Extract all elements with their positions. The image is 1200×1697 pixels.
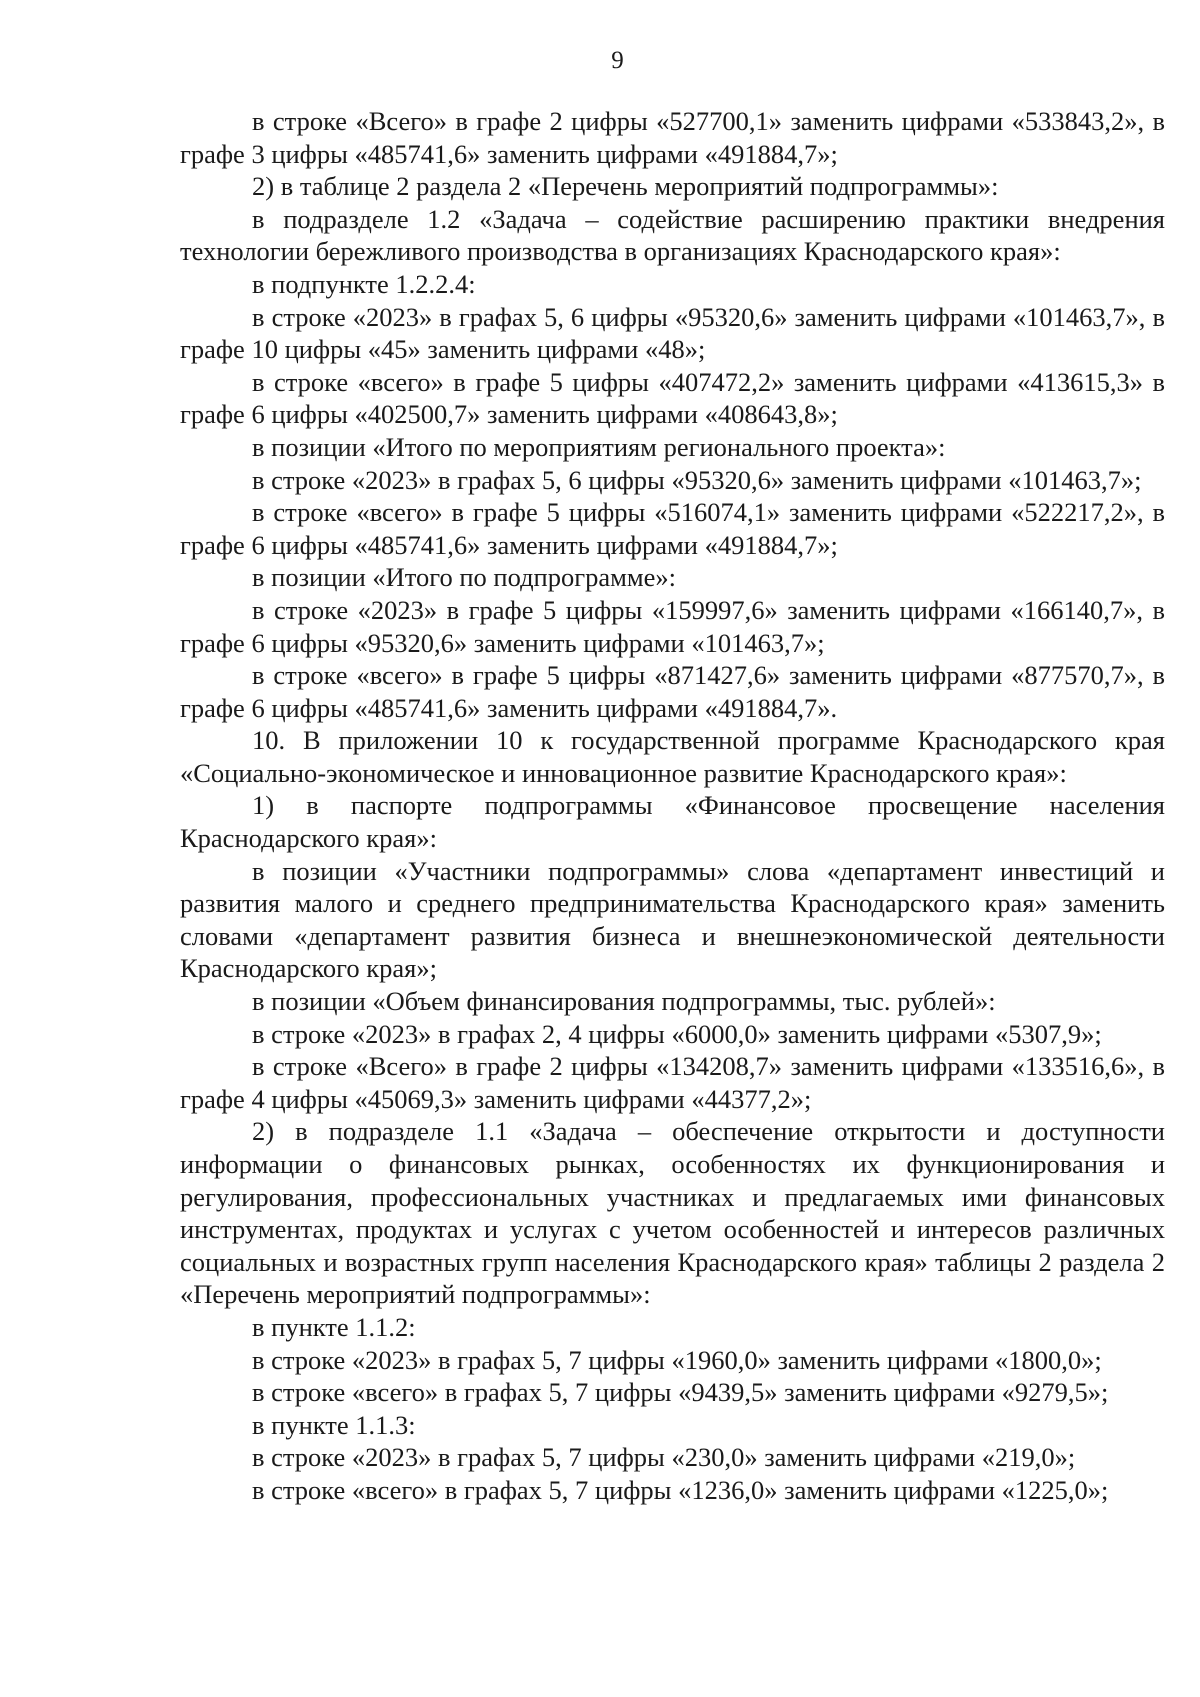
paragraph: в строке «2023» в графах 5, 6 цифры «95320,6» заменить цифрами «101463,7», в графе 10 цифры «45» заменить цифрами «48»; — [180, 301, 1165, 365]
paragraph: в строке «Всего» в графе 2 цифры «134208,7» заменить цифрами «133516,6», в графе 4 цифры «45069,3» заменить цифрами «44377,2»; — [180, 1051, 1165, 1114]
paragraph: 2) в таблице 2 раздела 2 «Перечень мероприятий подпрограммы»: — [252, 171, 999, 202]
paragraph: в строке «всего» в графе 5 цифры «516074,1» заменить цифрами «522217,2», в графе 6 цифры «485741,6» заменить цифрами «491884,7»; — [180, 497, 1165, 560]
paragraph: в пункте 1.1.2: — [252, 1311, 416, 1342]
paragraph: в строке «Всего» в графе 2 цифры «527700,1» заменить цифрами «533843,2», в графе 3 цифры «485741,6» заменить цифрами «491884,7»; — [180, 106, 1165, 169]
paragraph: в пункте 1.1.3: — [252, 1409, 416, 1440]
paragraph: в подпункте 1.2.2.4: — [252, 268, 476, 299]
page-number: 9 — [611, 47, 624, 74]
paragraph: в строке «всего» в графах 5, 7 цифры «9439,5» заменить цифрами «9279,5»; — [252, 1377, 1109, 1408]
paragraph: в подразделе 1.2 «Задача – содействие расширению практики внедрения технологии бережливого производства в организациях Краснодарского края»: — [180, 203, 1165, 267]
paragraph: в позиции «Итого по мероприятиям регионального проекта»: — [252, 431, 946, 462]
paragraph: в строке «2023» в графах 5, 6 цифры «95320,6» заменить цифрами «101463,7»; — [252, 464, 1142, 495]
paragraph: в строке «2023» в графе 5 цифры «159997,6» заменить цифрами «166140,7», в графе 6 цифры «95320,6» заменить цифрами «101463,7»; — [180, 594, 1165, 658]
paragraph: в строке «всего» в графе 5 цифры «871427,6» заменить цифрами «877570,7», в графе 6 цифры «485741,6» заменить цифрами «491884,7». — [180, 660, 1165, 723]
paragraph: 2) в подразделе 1.1 «Задача – обеспечение открытости и доступности информации о финансовых рынках, особенностях их функционирования и регулирования, профессиональных участниках и предлагаемых ими финансовых инструментах, продуктах и услугах с учетом особенностей и интересов различных социальных и возрастных групп населения Краснодарского края» таблицы 2 раздела 2 «Перечень мероприятий подпрограммы»: — [180, 1116, 1165, 1310]
paragraph: в строке «2023» в графах 5, 7 цифры «1960,0» заменить цифрами «1800,0»; — [252, 1344, 1102, 1375]
paragraph: в строке «всего» в графах 5, 7 цифры «1236,0» заменить цифрами «1225,0»; — [252, 1474, 1109, 1505]
paragraph: 10. В приложении 10 к государственной программе Краснодарского края «Социально-экономическое и инновационное развитие Краснодарского края»: — [180, 725, 1165, 788]
paragraph: в позиции «Итого по подпрограмме»: — [252, 562, 677, 593]
paragraph: в строке «2023» в графах 5, 7 цифры «230,0» заменить цифрами «219,0»; — [252, 1442, 1076, 1473]
paragraph: в позиции «Участники подпрограммы» слова «департамент инвестиций и развития малого и среднего предпринимательства Краснодарского края» заменить словами «департамент развития бизнеса и внешнеэкономической деятельности Краснодарского края»; — [180, 855, 1165, 984]
paragraph: в строке «всего» в графе 5 цифры «407472,2» заменить цифрами «413615,3» в графе 6 цифры «402500,7» заменить цифрами «408643,8»; — [180, 366, 1165, 430]
document-body — [180, 105, 1165, 1507]
paragraph: 1) в паспорте подпрограммы «Финансовое просвещение населения Краснодарского края»: — [180, 790, 1165, 854]
paragraph: в позиции «Объем финансирования подпрограммы, тыс. рублей»: — [252, 986, 996, 1017]
paragraph: в строке «2023» в графах 2, 4 цифры «6000,0» заменить цифрами «5307,9»; — [252, 1018, 1102, 1049]
